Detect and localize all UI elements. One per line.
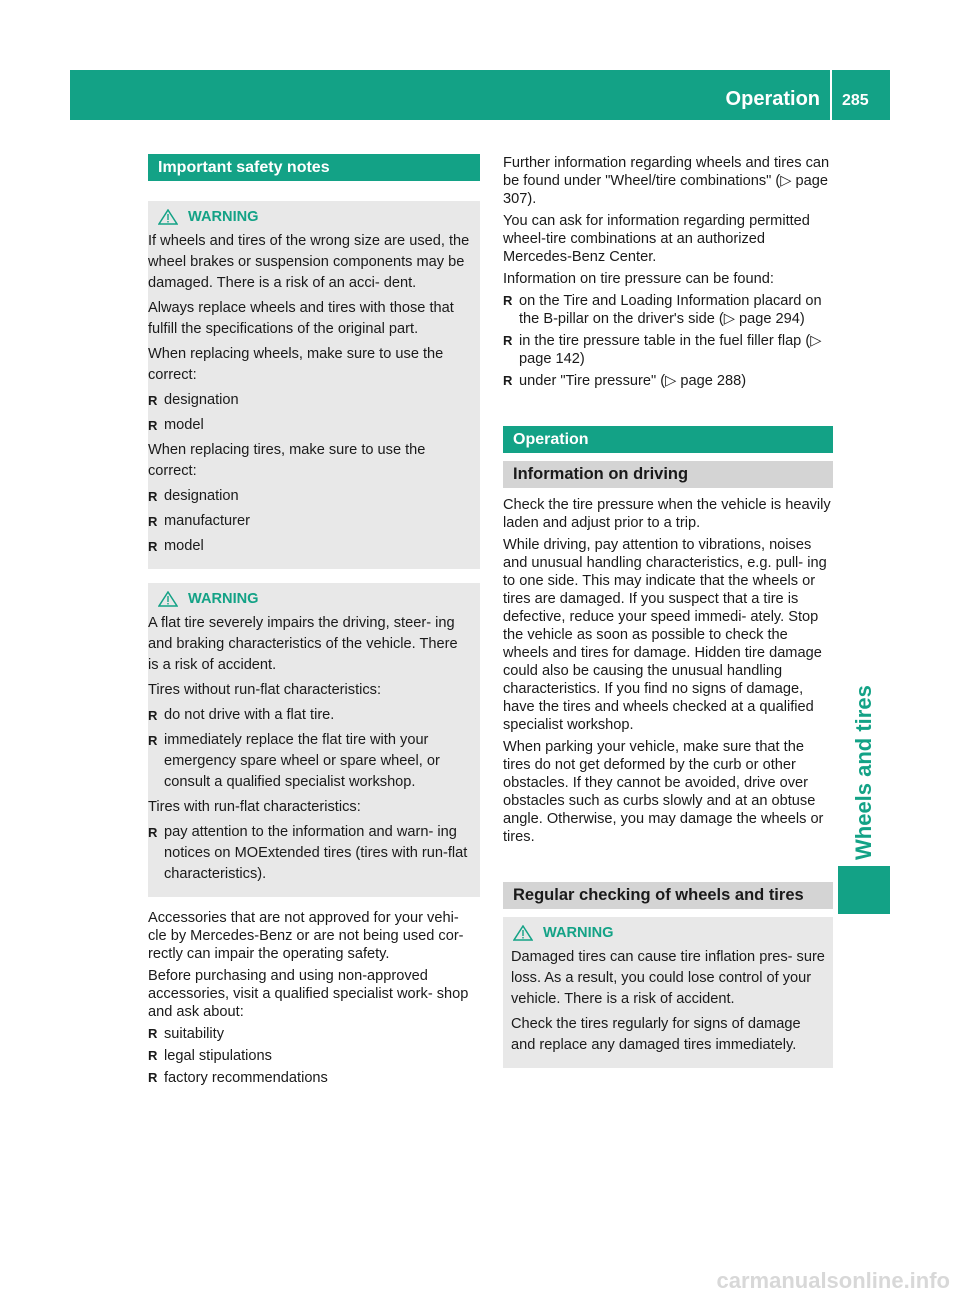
list-item: ▶ R under "Tire pressure" (▷ page 288)	[503, 372, 833, 390]
list-item: ▶ R immediately replace the flat tire with your emergency spare wheel or spare wheel, or consult a qualified specialist workshop.	[148, 730, 472, 793]
subheading-checking: Regular checking of wheels and tires	[503, 882, 833, 909]
list-item: ▶ R legal stipulations	[148, 1047, 480, 1065]
body-paragraph: You can ask for information regarding permitted wheel-tire combinations at an authorized Mercedes-Benz Center.	[503, 213, 810, 265]
list-item: ▶ R factory recommendations	[148, 1069, 480, 1087]
body-paragraph: While driving, pay attention to vibrations, noises and unusual handling characteristics, e.g. pull- ing to one side. This may indicate that the wheels or tires are damaged. If you suspect that a tire is defective, reduce your speed immedi- ately. Stop the vehicle as soon as possible to check the wheels and tires for damage. Hidden tire damage could also be causing the unusual handling characteristics. If you find no signs of damage, have the tires and wheels checked at a qualified specialist workshop.	[503, 537, 827, 733]
list-item: ▶ R pay attention to the information and warn- ing notices on MOExtended tires (tires with run-flat characteristics).	[148, 822, 472, 885]
body-paragraph: Further information regarding wheels and tires can be found under "Wheel/tire combinations" (▷ page 307).	[503, 155, 830, 207]
body-paragraph: Information on tire pressure can be found:	[503, 271, 774, 287]
warning-triangle-icon	[513, 925, 533, 941]
warning-text: When replacing tires, make sure to use the correct:	[148, 442, 426, 479]
warning-title: WARNING	[503, 923, 825, 943]
warning-triangle-icon	[158, 591, 178, 607]
body-paragraph: When parking your vehicle, make sure that the tires do not get deformed by the curb or other obstacles. If they cannot be avoided, drive over obstacles such as curbs slowly and at an obtuse angle. Otherwise, you may damage the wheels or tires.	[503, 739, 824, 845]
header-divider	[830, 70, 832, 120]
side-tab-marker	[838, 866, 890, 914]
left-column	[148, 154, 480, 1091]
section-heading-safety: Important safety notes	[148, 154, 480, 181]
list-item: ▶ R do not drive with a flat tire.	[148, 705, 472, 726]
warning-text: Check the tires regularly for signs of damage and replace any damaged tires immediately.	[511, 1016, 801, 1053]
side-tab-label: Wheels and tires	[851, 685, 876, 860]
warning-box-wheels	[148, 201, 480, 569]
warning-text: Always replace wheels and tires with those that fulfill the specifications of the original part.	[148, 300, 454, 337]
section-heading-operation: Operation	[503, 426, 833, 453]
list-item: ▶ R in the tire pressure table in the fuel filler flap (▷ page 142)	[503, 332, 833, 368]
warning-title: WARNING	[148, 589, 472, 609]
warning-text: Damaged tires can cause tire inflation pres- sure loss. As a result, you could lose control of your vehicle. There is a risk of accident.	[511, 949, 825, 1007]
warning-text: When replacing wheels, make sure to use the correct:	[148, 346, 444, 383]
warning-text: Tires without run-flat characteristics:	[148, 682, 382, 698]
warning-box-damage	[503, 917, 833, 1068]
warning-triangle-icon	[158, 209, 178, 225]
warning-text: If wheels and tires of the wrong size are used, the wheel brakes or suspension components may be damaged. There is a risk of an acci- dent.	[148, 233, 470, 291]
list-item: ▶ R model	[148, 415, 472, 436]
warning-title: WARNING	[148, 207, 472, 227]
body-paragraph: Check the tire pressure when the vehicle is heavily laden and adjust prior to a trip.	[503, 497, 831, 531]
list-item: ▶ R on the Tire and Loading Information placard on the B-pillar on the driver's side (▷ page 294)	[503, 292, 833, 328]
right-column	[503, 154, 833, 1068]
body-paragraph: Accessories that are not approved for your vehi- cle by Mercedes-Benz or are not being used cor- rectly can impair the operating safety.	[148, 910, 464, 962]
list-item: ▶ R model	[148, 536, 472, 557]
list-item: ▶ R suitability	[148, 1025, 480, 1043]
watermark: carmanualsonline.info	[716, 1268, 950, 1293]
body-paragraph: Before purchasing and using non-approved accessories, visit a qualified specialist work- shop and ask about:	[148, 968, 469, 1020]
list-item: ▶ R designation	[148, 486, 472, 507]
page-section-title: Operation	[725, 88, 820, 110]
warning-text: A flat tire severely impairs the driving, steer- ing and braking characteristics of the vehicle. There is a risk of accident.	[148, 615, 458, 673]
page-number: 285	[842, 92, 869, 109]
subheading-driving: Information on driving	[503, 461, 833, 488]
list-item: ▶ R manufacturer	[148, 511, 472, 532]
warning-text: Tires with run-flat characteristics:	[148, 799, 361, 815]
warning-box-flat-tire	[148, 583, 480, 897]
list-item: ▶ R designation	[148, 390, 472, 411]
